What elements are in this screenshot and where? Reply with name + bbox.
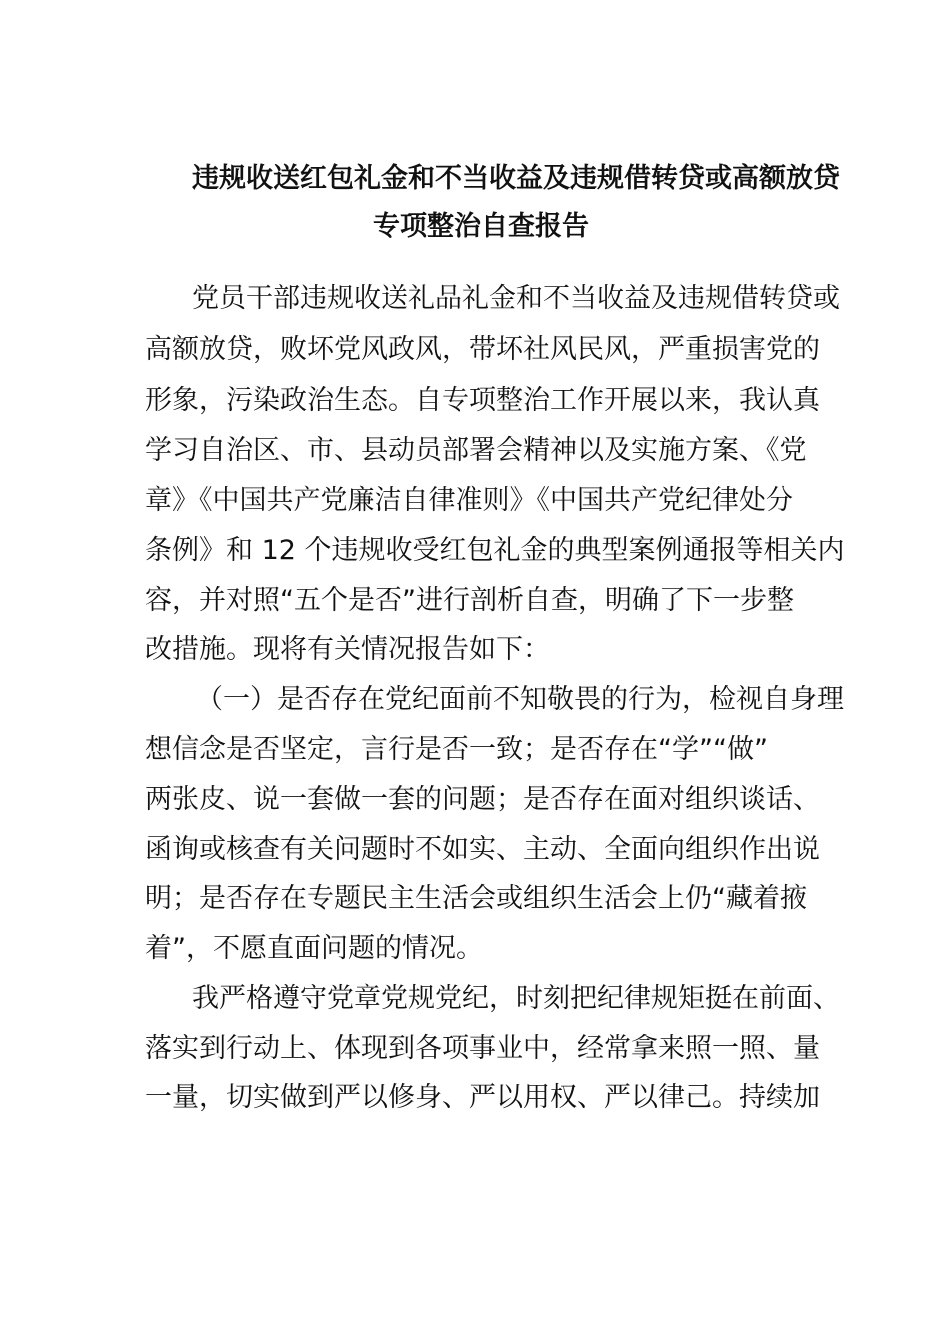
paragraph-1-line-5: 章》《中国共产党廉洁自律准则》《中国共产党纪律处分 bbox=[145, 485, 793, 516]
paragraph-1-line-2: 高额放贷，败坏党风政风，带坏社风民风，严重损害党的 bbox=[145, 334, 820, 365]
paragraph-1-line-1: 党员干部违规收送礼品礼金和不当收益及违规借转贷或 bbox=[192, 283, 840, 314]
paragraph-1-line-8: 改措施。现将有关情况报告如下： bbox=[145, 634, 550, 665]
paragraph-2-line-1: （一）是否存在党纪面前不知敬畏的行为，检视自身理 bbox=[196, 684, 844, 715]
paragraph-2-line-3: 两张皮、说一套做一套的问题；是否存在面对组织谈话、 bbox=[145, 784, 820, 815]
paragraph-3-line-2: 落实到行动上、体现到各项事业中，经常拿来照一照、量 bbox=[145, 1033, 820, 1064]
paragraph-1-line-4: 学习自治区、市、县动员部署会精神以及实施方案、《党 bbox=[145, 435, 807, 466]
paragraph-1-line-6: 条例》和 12 个违规收受红包礼金的典型案例通报等相关内 bbox=[145, 535, 845, 566]
paragraph-2-line-5: 明；是否存在专题民主生活会或组织生活会上仍“藏着掖 bbox=[145, 883, 807, 914]
paragraph-2-line-6: 着”，不愿直面问题的情况。 bbox=[145, 933, 483, 964]
document-title-line-1: 违规收送红包礼金和不当收益及违规借转贷或高额放贷 bbox=[192, 163, 840, 194]
paragraph-3-line-1: 我严格遵守党章党规党纪，时刻把纪律规矩挺在前面、 bbox=[192, 983, 840, 1014]
document-title-line-2: 专项整治自查报告 bbox=[373, 211, 589, 242]
paragraph-2-line-4: 函询或核查有关问题时不如实、主动、全面向组织作出说 bbox=[145, 834, 820, 865]
paragraph-2-line-2: 想信念是否坚定，言行是否一致；是否存在“学”“做” bbox=[145, 734, 768, 765]
paragraph-1-line-7: 容，并对照“五个是否”进行剖析自查，明确了下一步整 bbox=[145, 585, 794, 616]
paragraph-3-line-3: 一量，切实做到严以修身、严以用权、严以律己。持续加 bbox=[145, 1082, 820, 1113]
paragraph-1-line-3: 形象，污染政治生态。自专项整治工作开展以来，我认真 bbox=[145, 385, 820, 416]
